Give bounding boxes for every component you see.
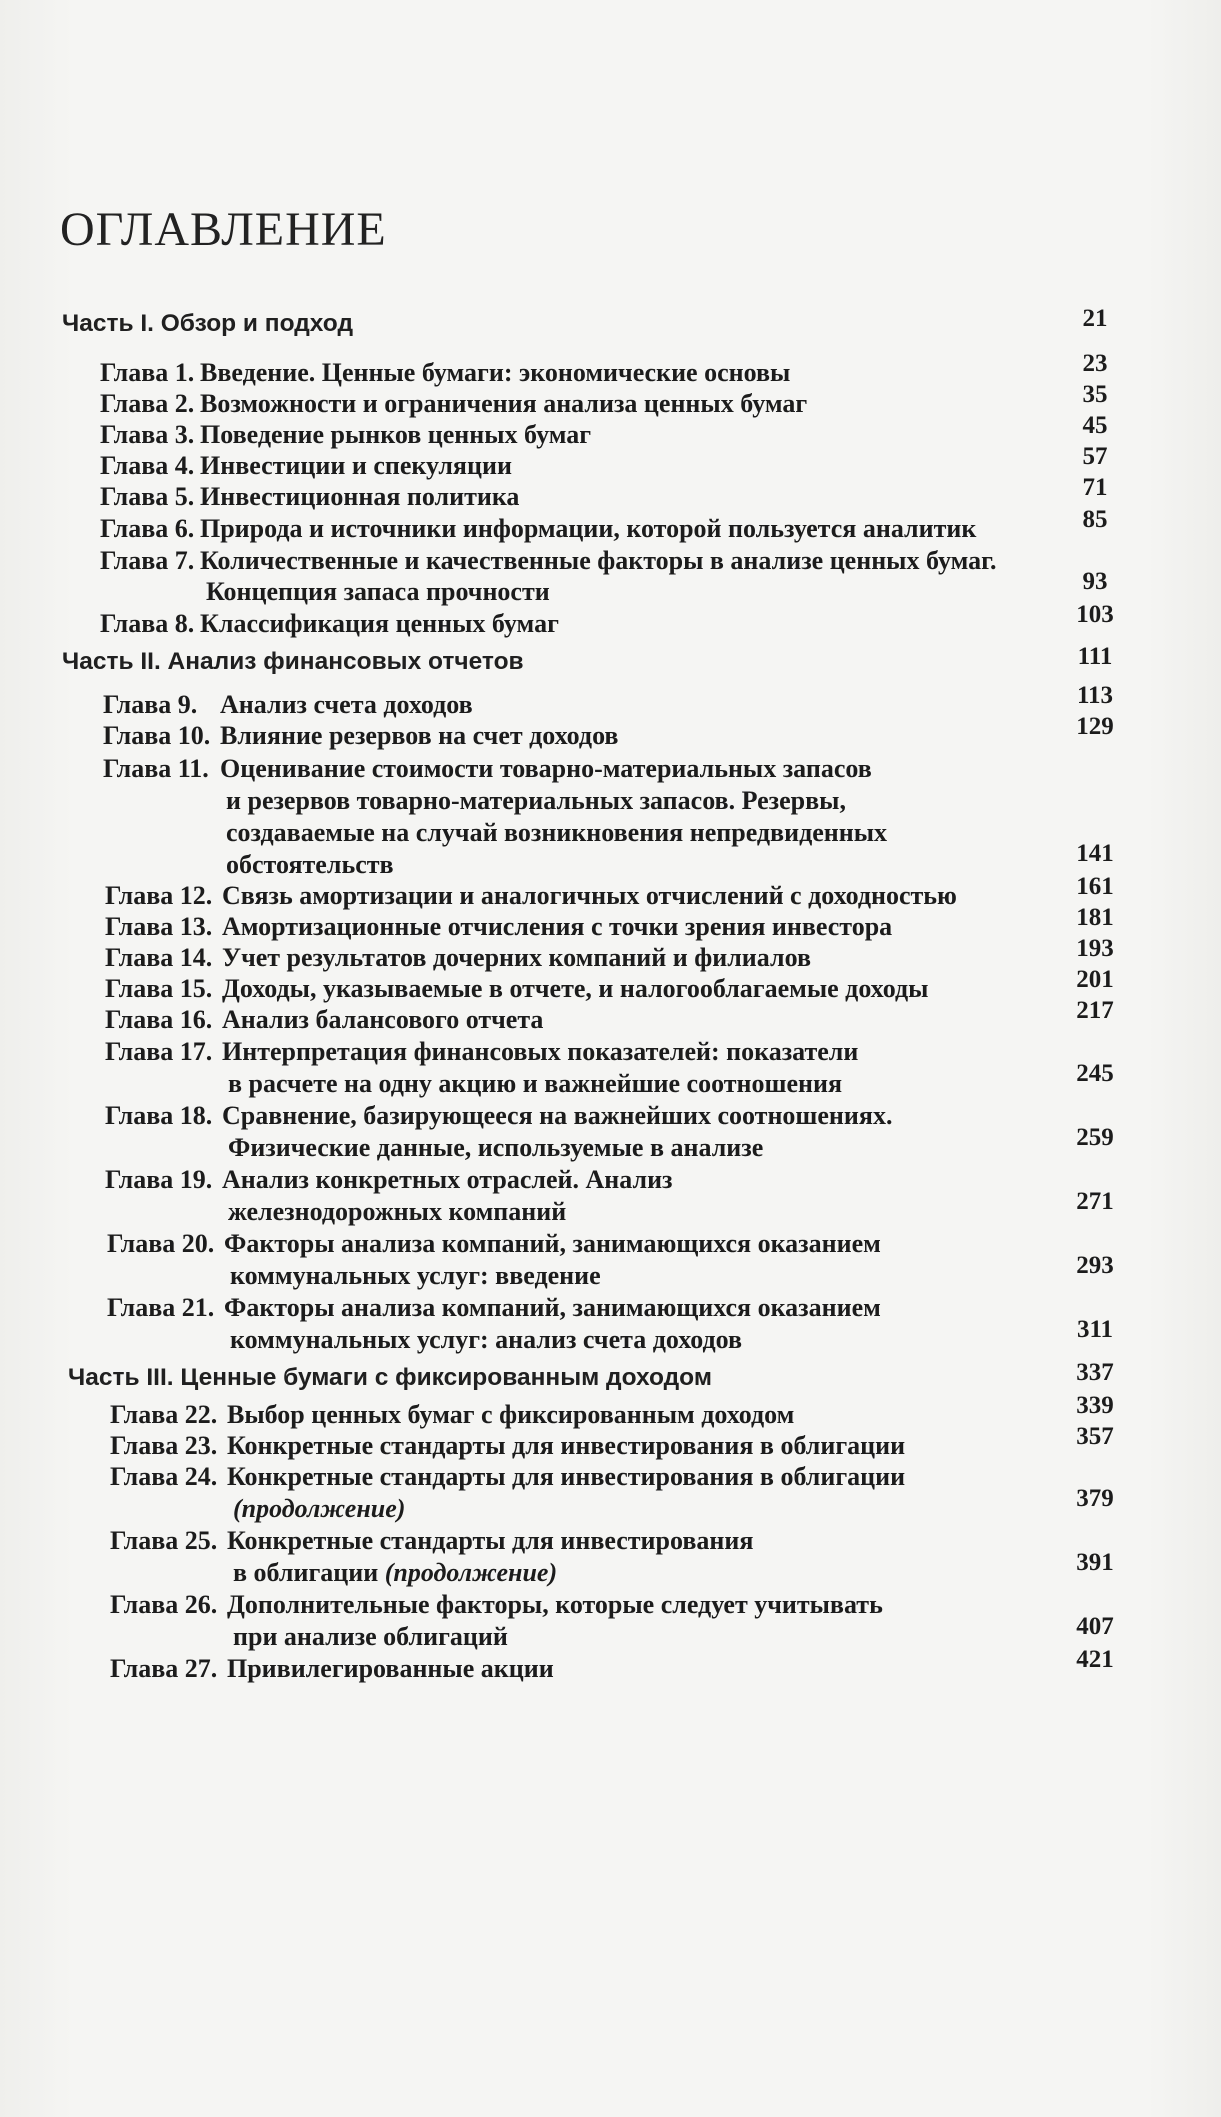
chapter-page-number: 259 (1076, 1124, 1114, 1151)
chapter-title: Классификация ценных бумаг (200, 609, 559, 638)
chapter-title: Инвестиционная политика (200, 482, 520, 511)
chapter-label: Глава 17. (105, 1037, 213, 1066)
chapter-entry (105, 912, 892, 942)
chapter-label: Глава 25. (110, 1526, 218, 1555)
chapter-entry (100, 389, 807, 419)
chapter-title-continuation (233, 1494, 405, 1524)
chapter-page-number: 271 (1076, 1188, 1114, 1215)
part-title: Часть II. Анализ финансовых отчетов (62, 648, 524, 675)
chapter-entry (105, 974, 928, 1004)
chapter-label: Глава 1. (100, 358, 195, 387)
chapter-page-number: 85 (1082, 506, 1108, 533)
chapter-entry (110, 1431, 905, 1461)
chapter-title: Доходы, указываемые в отчете, и налогооблагаемые доходы (222, 974, 929, 1003)
chapter-label: Глава 10. (103, 721, 211, 750)
chapter-entry (100, 609, 559, 639)
chapter-title: Анализ конкретных отраслей. Анализ (222, 1165, 673, 1194)
chapter-entry (100, 514, 976, 544)
chapter-page-number: 339 (1076, 1392, 1114, 1419)
chapter-entry (110, 1590, 883, 1620)
chapter-title-continuation: коммунальных услуг: введение (230, 1261, 601, 1290)
chapter-page-number: 311 (1076, 1316, 1114, 1343)
chapter-title: Амортизационные отчисления с точки зрения инвестора (222, 912, 893, 941)
chapter-title: Сравнение, базирующееся на важнейших соотношениях. (222, 1101, 893, 1130)
chapter-entry (105, 881, 957, 911)
chapter-page-number: 93 (1082, 568, 1108, 595)
chapter-entry (103, 690, 473, 720)
chapter-label: Глава 24. (110, 1462, 218, 1491)
chapter-label: Глава 15. (105, 974, 213, 1003)
chapter-entry (105, 1005, 543, 1035)
chapter-page-number: 391 (1076, 1549, 1114, 1576)
chapter-entry (110, 1462, 905, 1492)
chapter-entry (107, 1229, 881, 1259)
chapter-title-continuation (233, 1558, 557, 1588)
chapter-title-continuation: Физические данные, используемые в анализе (228, 1133, 764, 1162)
chapter-label: Глава 2. (100, 389, 195, 418)
chapter-title: Введение. Ценные бумаги: экономические основы (200, 358, 791, 387)
chapter-page-number: 181 (1076, 904, 1114, 931)
chapter-title: Природа и источники информации, которой пользуется аналитик (200, 514, 977, 543)
chapter-title: Оценивание стоимости товарно-материальных запасов (220, 754, 872, 783)
chapter-entry (105, 943, 811, 973)
chapter-title: Конкретные стандарты для инвестирования в облигации (227, 1462, 906, 1491)
chapter-label: Глава 7. (100, 546, 195, 575)
chapter-title: Анализ счета доходов (220, 690, 473, 719)
chapter-entry (100, 420, 591, 450)
chapter-label: Глава 18. (105, 1101, 213, 1130)
chapter-title: Возможности и ограничения анализа ценных бумаг (200, 389, 808, 418)
chapter-page-number: 245 (1076, 1060, 1114, 1087)
chapter-label: Глава 4. (100, 451, 195, 480)
chapter-page-number: 217 (1076, 997, 1114, 1024)
chapter-page-number: 113 (1076, 682, 1114, 709)
chapter-page-number: 421 (1076, 1646, 1114, 1673)
chapter-title: Факторы анализа компаний, занимающихся оказанием (224, 1293, 881, 1322)
chapter-page-number: 193 (1076, 935, 1114, 962)
chapter-title: Влияние резервов на счет доходов (220, 721, 619, 750)
chapter-label: Глава 19. (105, 1165, 213, 1194)
chapter-page-number: 57 (1082, 443, 1108, 470)
chapter-entry (105, 1165, 673, 1195)
chapter-entry (107, 1293, 881, 1323)
part-title: Часть I. Обзор и подход (62, 310, 353, 337)
chapter-page-number: 35 (1082, 381, 1108, 408)
chapter-label: Глава 5. (100, 482, 195, 511)
chapter-entry (110, 1400, 794, 1430)
chapter-page-number: 379 (1076, 1485, 1114, 1512)
chapter-page-number: 161 (1076, 873, 1114, 900)
chapter-page-number: 71 (1082, 474, 1108, 501)
chapter-title-continuation: в расчете на одну акцию и важнейшие соотношения (228, 1069, 843, 1098)
chapter-title: Количественные и качественные факторы в анализе ценных бумаг. (200, 546, 997, 575)
chapter-title: Учет результатов дочерних компаний и филиалов (222, 943, 811, 972)
chapter-title: Инвестиции и спекуляции (200, 451, 512, 480)
chapter-title-continuation: Концепция запаса прочности (206, 577, 550, 606)
chapter-label: Глава 14. (105, 943, 213, 972)
chapter-title: Выбор ценных бумаг с фиксированным доходом (227, 1400, 795, 1429)
chapter-entry (100, 482, 519, 512)
chapter-label: Глава 12. (105, 881, 213, 910)
chapter-label: Глава 11. (103, 754, 209, 783)
chapter-label: Глава 6. (100, 514, 195, 543)
chapter-title-continuation: создаваемые на случай возникновения непредвиденных (226, 818, 888, 847)
chapter-label: Глава 8. (100, 609, 195, 638)
chapter-title-continuation: железнодорожных компаний (228, 1197, 567, 1226)
chapter-title-continuation: обстоятельств (226, 850, 394, 879)
chapter-page-number: 141 (1076, 840, 1114, 867)
chapter-title-continuation: коммунальных услуг: анализ счета доходов (230, 1325, 743, 1354)
chapter-page-number: 293 (1076, 1252, 1114, 1279)
chapter-label: Глава 27. (110, 1654, 218, 1683)
chapter-page-number: 23 (1082, 350, 1108, 377)
chapter-label: Глава 16. (105, 1005, 213, 1034)
chapter-entry (103, 721, 618, 751)
chapter-page-number: 103 (1076, 601, 1114, 628)
chapter-entry (110, 1654, 554, 1684)
part-page-number: 21 (1082, 305, 1108, 332)
chapter-title: Анализ балансового отчета (222, 1005, 544, 1034)
chapter-label: Глава 22. (110, 1400, 218, 1429)
chapter-entry (105, 1037, 858, 1067)
continuation-italic: (продолжение) (384, 1558, 558, 1587)
chapter-entry (100, 358, 790, 388)
part-title: Часть III. Ценные бумаги с фиксированным доходом (68, 1364, 712, 1391)
part-heading (62, 310, 353, 338)
page-title: ОГЛАВЛЕНИЕ (60, 203, 387, 257)
chapter-title: Конкретные стандарты для инвестирования в облигации (227, 1431, 906, 1460)
chapter-title: Интерпретация финансовых показателей: показатели (222, 1037, 859, 1066)
chapter-label: Глава 21. (107, 1293, 215, 1322)
part-page-number: 111 (1077, 643, 1113, 670)
chapter-title: Конкретные стандарты для инвестирования (227, 1526, 754, 1555)
part-page-number: 337 (1076, 1359, 1114, 1386)
chapter-title-continuation: и резервов товарно-материальных запасов. Резервы, (226, 786, 846, 815)
continuation-text: в облигации (233, 1558, 385, 1587)
part-heading (62, 648, 524, 676)
chapter-entry (103, 754, 872, 784)
chapter-title: Дополнительные факторы, которые следует учитывать (227, 1590, 883, 1619)
chapter-title: Связь амортизации и аналогичных отчислений с доходностью (222, 881, 957, 910)
continuation-italic: (продолжение) (233, 1494, 406, 1523)
chapter-title: Поведение рынков ценных бумаг (200, 420, 592, 449)
chapter-entry (105, 1101, 892, 1131)
part-heading (68, 1364, 712, 1392)
chapter-title: Факторы анализа компаний, занимающихся оказанием (224, 1229, 881, 1258)
chapter-page-number: 201 (1076, 966, 1114, 993)
chapter-title-continuation: при анализе облигаций (233, 1622, 508, 1651)
chapter-label: Глава 9. (103, 690, 198, 719)
chapter-label: Глава 20. (107, 1229, 215, 1258)
chapter-entry (110, 1526, 753, 1556)
chapter-label: Глава 3. (100, 420, 195, 449)
chapter-page-number: 129 (1076, 713, 1114, 740)
chapter-title: Привилегированные акции (227, 1654, 554, 1683)
chapter-entry (100, 546, 997, 576)
chapter-entry (100, 451, 512, 481)
chapter-label: Глава 13. (105, 912, 213, 941)
chapter-page-number: 45 (1082, 412, 1108, 439)
chapter-page-number: 357 (1076, 1423, 1114, 1450)
chapter-page-number: 407 (1076, 1613, 1114, 1640)
chapter-label: Глава 26. (110, 1590, 218, 1619)
chapter-label: Глава 23. (110, 1431, 218, 1460)
